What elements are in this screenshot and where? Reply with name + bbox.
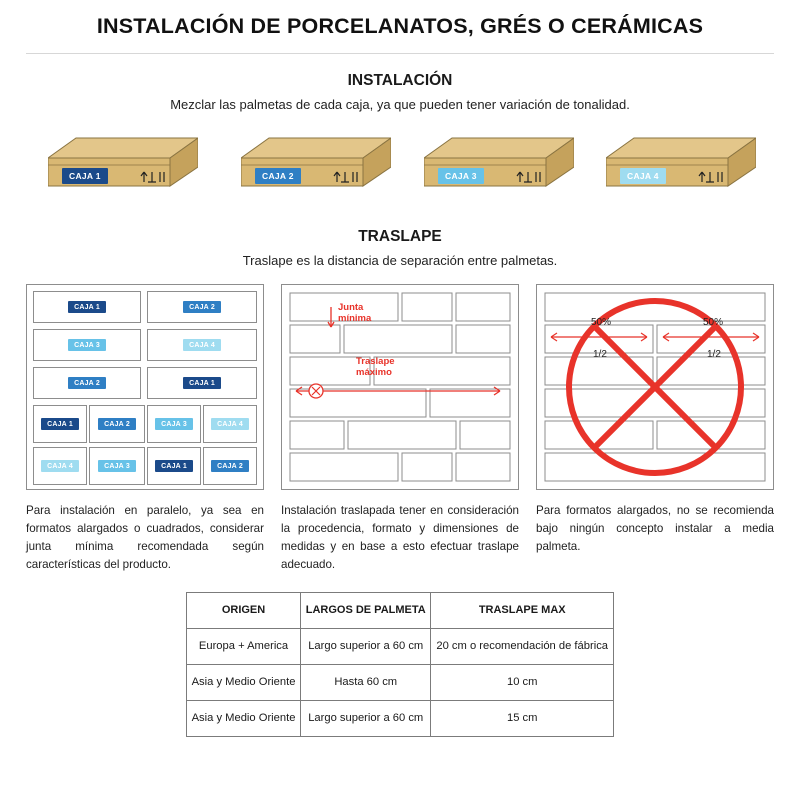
carton-box-1 xyxy=(48,134,198,196)
table-row xyxy=(187,664,614,700)
tile xyxy=(33,329,141,361)
carton-icon xyxy=(424,134,574,196)
table-header-cell: LARGOS DE PALMETA xyxy=(301,592,431,628)
annotation-line-2: máximo xyxy=(356,366,392,378)
box-label: CAJA 4 xyxy=(620,168,666,184)
tile-tag: CAJA 3 xyxy=(98,460,136,472)
tile-tag: CAJA 2 xyxy=(68,377,106,389)
tile-tag: CAJA 4 xyxy=(41,460,79,472)
tile-tag: CAJA 1 xyxy=(155,460,193,472)
table-cell: 10 cm xyxy=(431,664,614,700)
half-tile-diagram xyxy=(537,285,773,489)
panel-traslape xyxy=(281,284,519,574)
panel-caption: Instalación traslapada tener en consideración la procedencia, formato y dimensiones de medidas y en base a esto efectuar traslape adecuado. xyxy=(281,504,519,571)
section-title-traslape: TRASLAPE xyxy=(358,228,442,245)
tile xyxy=(203,405,257,443)
tile xyxy=(33,405,87,443)
carton-box-4 xyxy=(606,134,756,196)
annotation-line-1: Traslape xyxy=(356,356,395,367)
panel-paralelo xyxy=(26,284,264,574)
tile-tag: CAJA 2 xyxy=(211,460,249,472)
title-divider xyxy=(26,53,774,54)
boxes-row xyxy=(26,130,774,210)
brick-layout-diagram xyxy=(282,285,518,489)
tile-tag: CAJA 2 xyxy=(98,418,136,430)
tile xyxy=(89,405,145,443)
table-cell: 15 cm xyxy=(431,700,614,736)
panel-caption: Para formatos alargados, no se recomienda bajo ningún concepto instalar a media palmeta. xyxy=(536,504,774,553)
table-cell: 20 cm o recomendación de fábrica xyxy=(431,628,614,664)
table-cell: Hasta 60 cm xyxy=(301,664,431,700)
tile-tag: CAJA 3 xyxy=(155,418,193,430)
carton-icon xyxy=(241,134,391,196)
tile xyxy=(147,291,257,323)
tile-tag: CAJA 3 xyxy=(68,339,106,351)
tile xyxy=(203,447,257,485)
box-label: CAJA 3 xyxy=(438,168,484,184)
table-cell: Asia y Medio Oriente xyxy=(187,664,301,700)
panel-media-palmeta xyxy=(536,284,774,574)
tile-tag: CAJA 1 xyxy=(183,377,221,389)
table-cell: Europa + America xyxy=(187,628,301,664)
annotation-line-2: mínima xyxy=(338,312,372,324)
table-row xyxy=(187,700,614,736)
carton-icon xyxy=(606,134,756,196)
tile-tag: CAJA 2 xyxy=(183,301,221,313)
section-title-instalacion: INSTALACIÓN xyxy=(347,72,453,89)
table-header-row xyxy=(187,592,614,628)
carton-box-3 xyxy=(424,134,574,196)
tile xyxy=(147,367,257,399)
tile-tag: CAJA 1 xyxy=(68,301,106,313)
panel-paralelo-art xyxy=(26,284,264,490)
table-header-cell: ORIGEN xyxy=(187,592,301,628)
page-title: INSTALACIÓN DE PORCELANATOS, GRÉS O CERÁMICAS xyxy=(96,14,704,38)
box-label: CAJA 2 xyxy=(255,168,301,184)
panel-caption: Para instalación en paralelo, ya sea en formatos alargados o cuadrados, considerar junta mínima recomendada según características del producto. xyxy=(26,504,264,571)
carton-icon xyxy=(48,134,198,196)
mark-half-left: 1/2 xyxy=(593,349,607,360)
tile xyxy=(33,447,87,485)
table-cell: Largo superior a 60 cm xyxy=(301,628,431,664)
tile-tag: CAJA 4 xyxy=(183,339,221,351)
tile xyxy=(33,367,141,399)
traslape-table-wrap xyxy=(186,592,614,737)
table-row xyxy=(187,628,614,664)
tile xyxy=(33,291,141,323)
annotation-junta-minima xyxy=(338,303,371,325)
tile xyxy=(147,329,257,361)
panels-row xyxy=(26,284,774,574)
table-cell: Asia y Medio Oriente xyxy=(187,700,301,736)
table-header-cell: TRASLAPE MAX xyxy=(431,592,614,628)
section-subtitle-instalacion: Mezclar las palmetas de cada caja, ya que pueden tener variación de tonalidad. xyxy=(170,97,630,112)
mark-percent-left: 50% xyxy=(591,317,612,328)
tile-tag: CAJA 4 xyxy=(211,418,249,430)
tile xyxy=(147,447,201,485)
section-subtitle-traslape: Traslape es la distancia de separación entre palmetas. xyxy=(242,253,558,268)
tile xyxy=(89,447,145,485)
mark-half-right: 1/2 xyxy=(707,349,721,360)
panel-traslape-art xyxy=(281,284,519,490)
box-label: CAJA 1 xyxy=(62,168,108,184)
table-cell: Largo superior a 60 cm xyxy=(301,700,431,736)
tile-tag: CAJA 1 xyxy=(41,418,79,430)
annotation-traslape-maximo xyxy=(356,357,395,379)
panel-media-palmeta-art xyxy=(536,284,774,490)
tile xyxy=(147,405,201,443)
traslape-table xyxy=(186,592,614,737)
carton-box-2 xyxy=(241,134,391,196)
mark-percent-right: 50% xyxy=(703,317,724,328)
annotation-line-1: Junta xyxy=(338,302,364,313)
